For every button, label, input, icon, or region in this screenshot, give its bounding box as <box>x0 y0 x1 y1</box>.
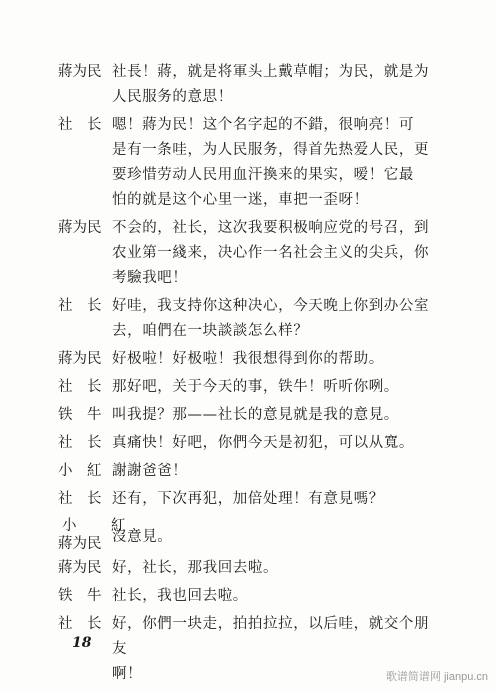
dialogue-line: 还有，下次再犯，加倍处理！有意見嗎？ <box>112 491 384 507</box>
dialogue-line: 好哇，我支持你这种决心，今天晚上你到办公室 <box>112 298 430 314</box>
dialogue-text <box>112 375 438 400</box>
speaker-name: 蔣为民 <box>58 220 102 236</box>
dialogue-line: 考驗我吧！ <box>112 270 188 286</box>
speaker-name: 蔣为民 <box>58 64 102 80</box>
dialogue-text <box>112 584 438 609</box>
dialogue-line: 好，你們一块走，拍拍拉拉，以后哇，就交个朋友 <box>112 616 430 657</box>
dialogue-text <box>112 403 438 428</box>
dialogue-row <box>58 584 438 609</box>
dialogue-line: 人民服务的意思！ <box>112 89 233 105</box>
dialogue-line: 社長！蔣，就是将軍头上戴草帽；为民，就是为 <box>112 64 430 80</box>
dialogue-line: 叫我提？那——社长的意見就是我的意見。 <box>112 407 399 423</box>
dialogue-line: 嗯！蔣为民！这个名字起的不錯，很响亮！可 <box>112 117 414 133</box>
dialogue-text <box>112 515 438 550</box>
dialogue-line: 那好吧，关于今天的事，铁牛！听听你咧。 <box>112 379 399 395</box>
dialogue-text <box>112 294 438 344</box>
dialogue-text <box>112 431 438 456</box>
speaker-name: 蔣为民 <box>58 351 102 367</box>
dialogue-text <box>112 487 438 512</box>
speaker-name: 蔣为民 <box>58 536 102 552</box>
speaker-name: 社 长 <box>58 491 102 507</box>
dialogue-row <box>58 515 438 553</box>
speaker-name: 社 长 <box>58 379 102 395</box>
speaker-name: 蔣为民 <box>58 560 102 576</box>
dialogue-line: 怕的就是这个心里一迷，車把一歪呀！ <box>112 192 369 208</box>
dialogue-row <box>58 347 438 372</box>
dialogue-text <box>112 459 438 484</box>
speaker-name: 小 紅 <box>58 463 102 479</box>
dialogue-line: 去，咱們在一块談談怎么样？ <box>112 323 309 339</box>
dialogue-line: 好极啦！好极啦！我很想得到你的帮助。 <box>112 351 384 367</box>
dialogue-line: 真痛快！好吧，你們今天是初犯，可以从寬。 <box>112 435 414 451</box>
dialogue-line: 沒意見。 <box>112 529 173 545</box>
dialogue-line: 不会的，社长，这次我要积极响应党的号召，到 <box>112 220 430 236</box>
dialogue-line: 农业第一綫来，决心作一名社会主义的尖兵，你 <box>112 245 430 261</box>
speaker-name: 铁 牛 <box>58 407 102 423</box>
speaker-name: 社 长 <box>58 298 102 314</box>
dialogue-line: 是有一条哇，为人民服务，得首先热爱人民，更 <box>112 142 430 158</box>
dialogue-line: 社长，我也回去啦。 <box>112 588 248 604</box>
page-number: 18 <box>72 635 92 651</box>
dialogue-row <box>58 375 438 400</box>
dialogue-line: 好，社长，那我回去啦。 <box>112 560 279 576</box>
speaker-name: 社 长 <box>58 117 102 133</box>
dialogue-text <box>112 556 438 581</box>
speaker-names <box>58 515 136 553</box>
speaker-name: 铁 牛 <box>58 588 102 604</box>
script-dialogue <box>58 60 438 690</box>
dialogue-row <box>58 487 438 512</box>
speaker-name: 小 紅 <box>62 518 136 534</box>
speaker-name: 社 长 <box>58 616 102 632</box>
dialogue-text <box>112 347 438 372</box>
watermark: 歌谱简谱网 jianpu.cn <box>385 671 488 683</box>
dialogue-line: 要珍惜劳动人民用血汗換来的果实，嗳！它最 <box>112 167 414 183</box>
dialogue-row <box>58 431 438 456</box>
dialogue-row <box>58 216 438 291</box>
dialogue-row <box>58 612 438 687</box>
dialogue-row <box>58 459 438 484</box>
dialogue-text <box>112 216 438 291</box>
dialogue-row <box>58 556 438 581</box>
dialogue-row <box>58 60 438 110</box>
dialogue-row <box>58 113 438 213</box>
dialogue-line: 謝謝爸爸！ <box>112 463 188 479</box>
dialogue-line: 啊！ <box>112 666 143 682</box>
speaker-name: 社 长 <box>58 435 102 451</box>
dialogue-row <box>58 294 438 344</box>
dialogue-row <box>58 403 438 428</box>
dialogue-text <box>112 113 438 213</box>
dialogue-text <box>112 60 438 110</box>
